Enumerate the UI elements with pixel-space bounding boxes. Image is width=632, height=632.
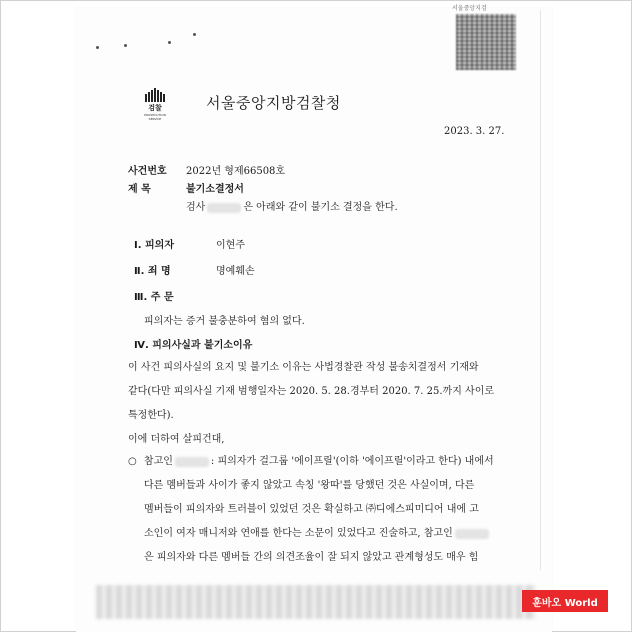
scan-speck [96,46,99,49]
body-line: 이에 더하여 살피건대, [128,434,225,445]
office-title: 서울중앙지방검찰청 [206,94,341,112]
bullet-first-pre: 참고인 [143,456,173,467]
case-number-value: 2022년 형제66508호 [186,166,286,177]
watermark-badge: 훈바오 World [522,590,608,612]
intro-pre: 검사 [186,202,206,213]
body-line: 특정한다). [128,410,174,421]
logo-subtext: PROSECUTION SERVICE [144,113,166,121]
header-stamp: 서울중앙지검 [452,5,487,12]
document-date: 2023. 3. 27. [444,126,505,137]
prosecution-logo [138,88,172,121]
redacted-name [175,457,209,467]
case-number-label: 사건번호 [128,166,167,177]
redacted-name [207,203,241,213]
bullet-line: 은 피의자와 다른 멤버들 간의 의견조율이 잘 되지 않았고 관계형성도 매우 힘 [144,552,479,563]
bullet-marker: ○ [128,456,137,467]
subject-value: 불기소결정서 [186,184,244,195]
charge-label: Ⅱ. 죄 명 [134,266,171,277]
scan-speck [124,44,127,47]
bullet-line [128,452,494,467]
order-label: Ⅲ. 주 문 [134,292,174,303]
page-edge [540,10,541,570]
bullet-line [144,524,491,539]
body-line: 같다(다만 피의사실 기재 범행일자는 2020. 5. 28.경부터 2020. 7. 25.까지 사이로 [128,386,495,397]
suspect-value: 이현주 [216,240,245,251]
intro-post: 은 아래와 같이 불기소 결정을 한다. [243,202,398,213]
barcode-icon [456,14,516,70]
body-line: 이 사건 피의사실의 요지 및 불기소 이유는 사법경찰관 작성 불송치결정서 기재와 [128,362,479,373]
bullet-line-text: 소인이 여자 매니저와 연애를 한다는 소문이 있었다고 진술하고, 참고인 [144,528,453,539]
subject-label: 제 목 [128,184,151,195]
suspect-label: Ⅰ. 피의자 [134,240,174,251]
scan-speck [168,41,171,44]
charge-value: 명예훼손 [216,266,255,277]
order-text: 피의자는 증거 불충분하여 혐의 없다. [144,316,305,327]
intro-line [186,198,398,213]
logo-text: 검찰 [148,104,162,112]
scan-speck [193,33,196,36]
redacted-name [455,529,489,539]
bullet-line: 멤버들이 피의자와 트러블이 있었던 것은 확실하고 ㈜디에스피미디어 내에 고 [144,504,479,515]
logo-bars-icon [138,88,172,102]
reason-label: Ⅳ. 피의사실과 불기소이유 [134,340,253,351]
bullet-first-post: : 피의자가 걸그룹 '에이프릴'(이하 '에이프릴'이라고 한다) 내에서 [210,456,494,467]
blurred-footer [96,585,536,619]
bullet-line: 다른 멤버들과 사이가 좋지 않았고 속칭 '왕따'를 당했던 것은 사실이며, 다른 [144,480,475,491]
